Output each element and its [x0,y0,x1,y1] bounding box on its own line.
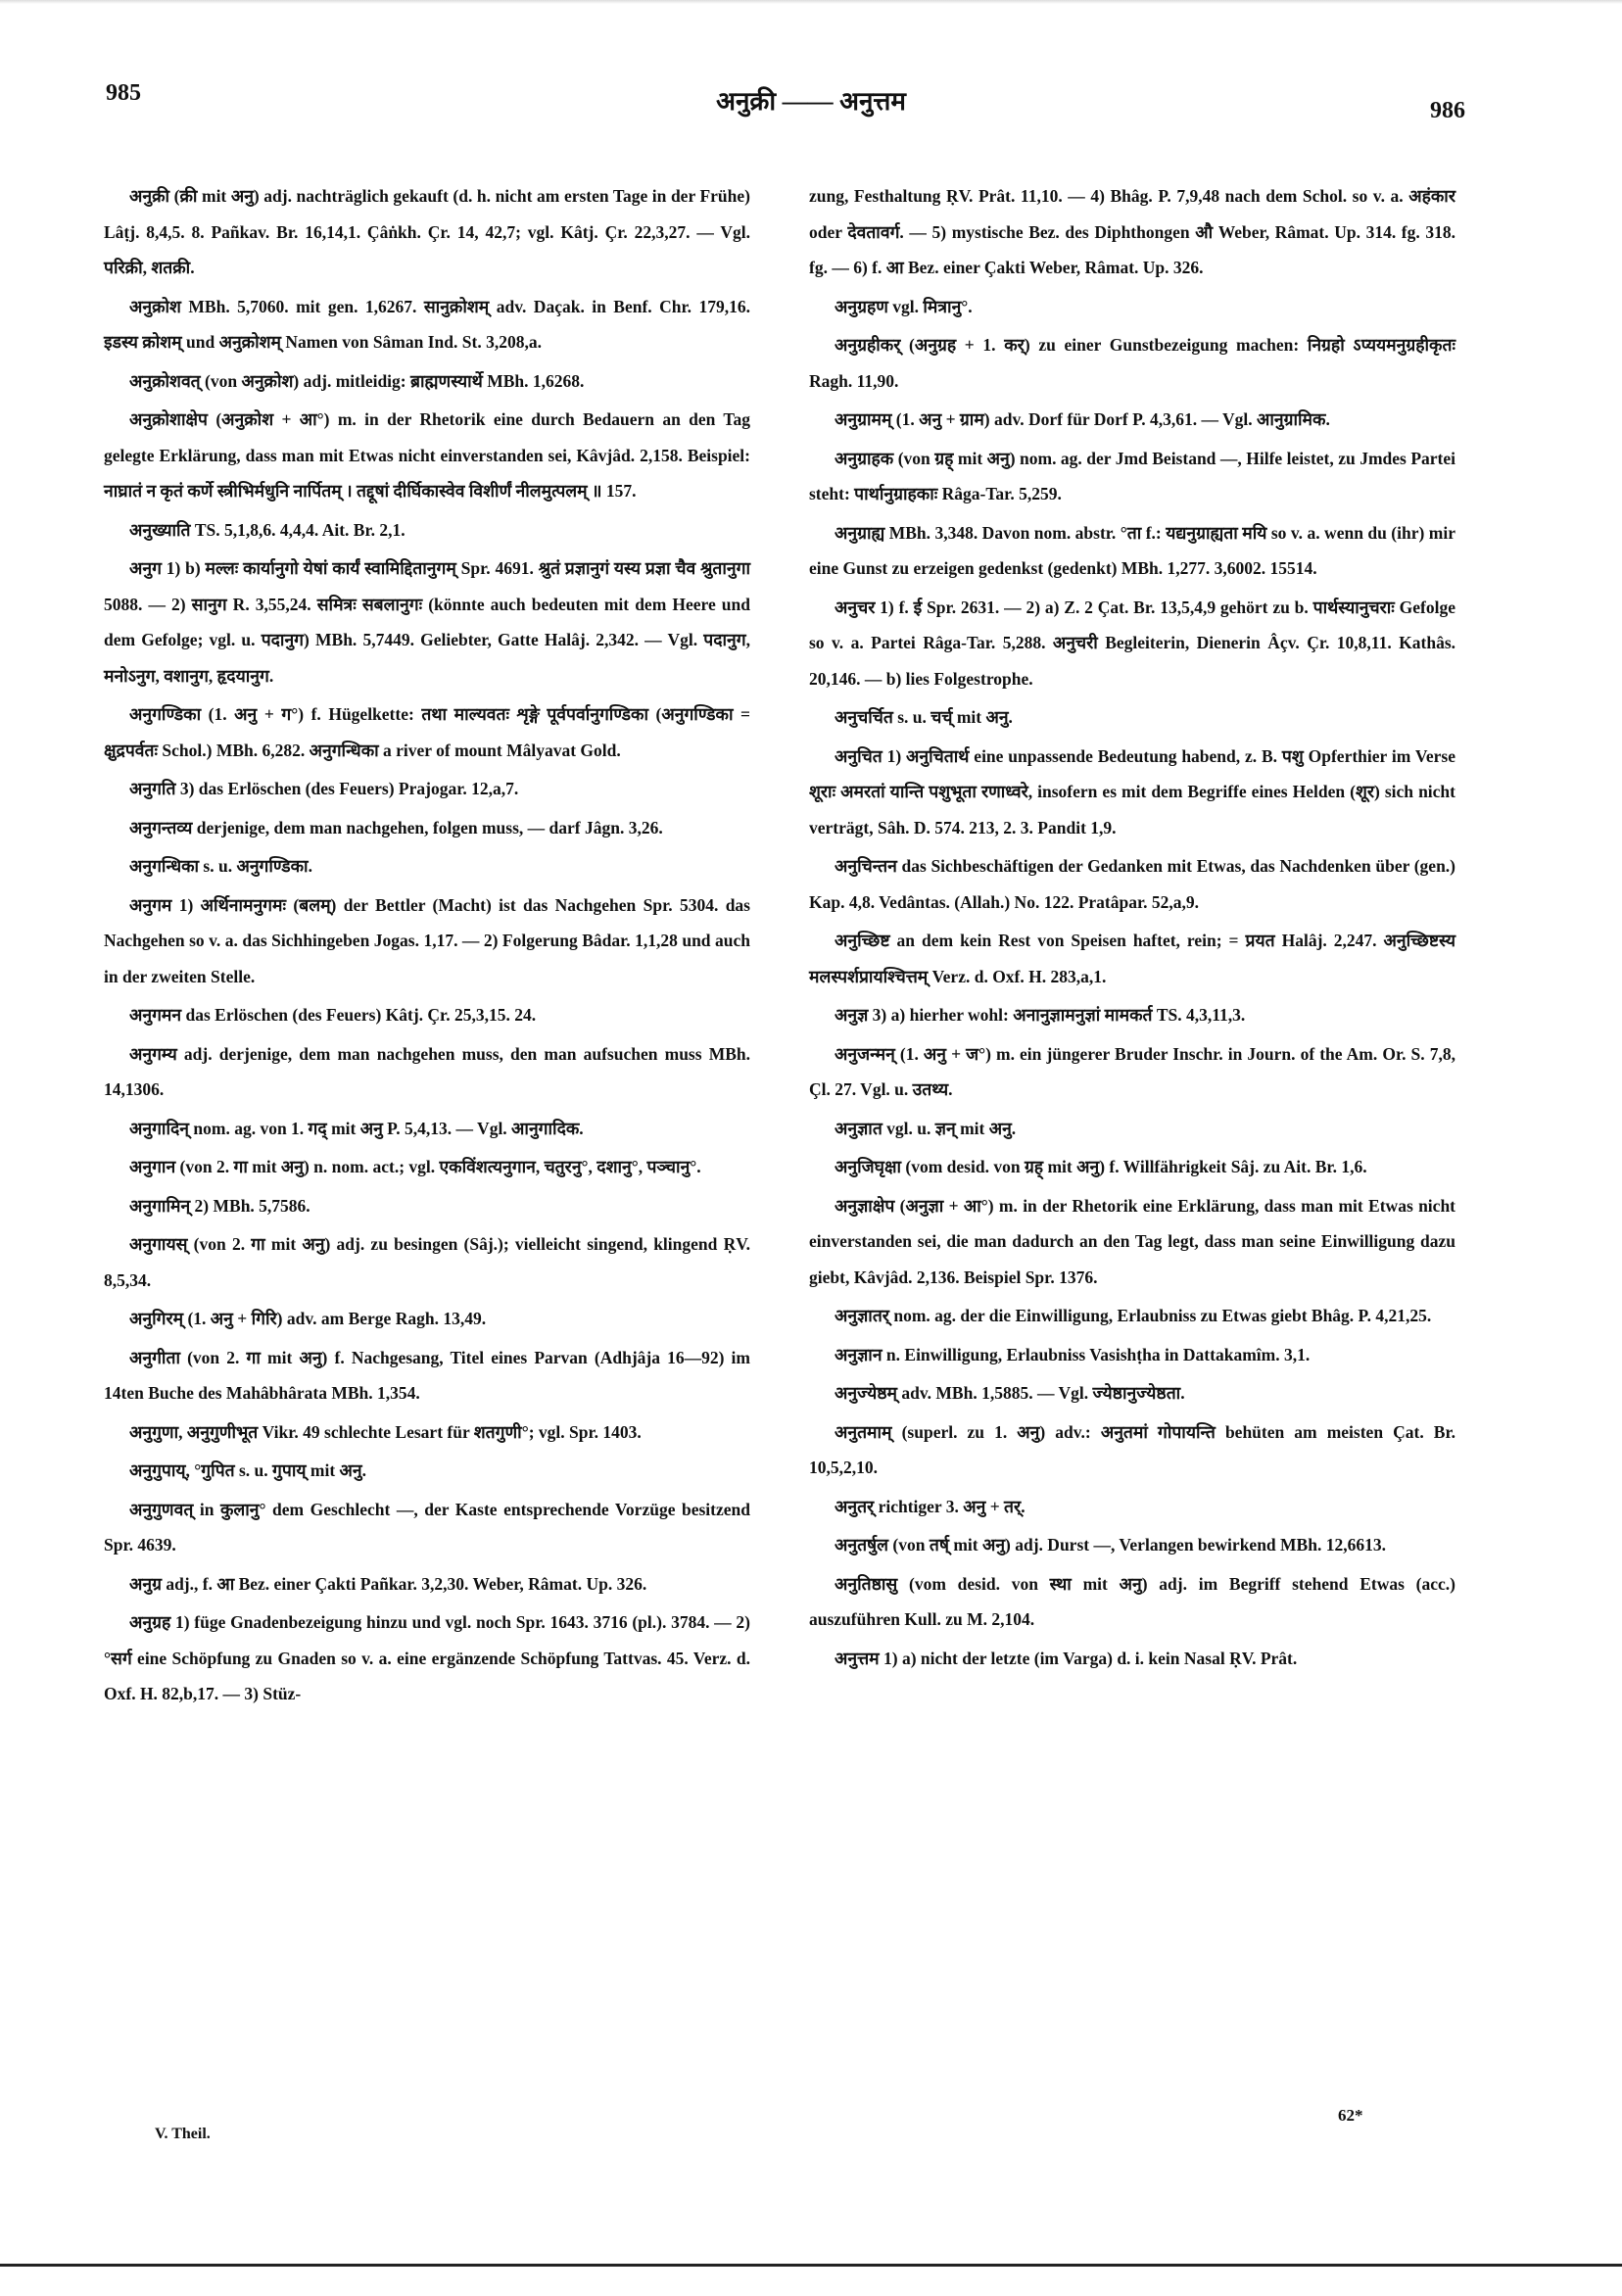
dictionary-entry: अनुग्रामम् (1. अनु + ग्राम) adv. Dorf für Dorf P. 4,3,61. — Vgl. आनुग्रामिक. [835,409,1330,429]
dictionary-entry: अनुचर 1) f. ई Spr. 2631. — 2) a) Z. 2 Çat. Br. 13,5,4,9 gehört zu b. पार्थस्यानुचराः Gefolge so v. a. Partei Râga-Tar. 5,288. अनुचरी Begleiterin, Dienerin Âçv. Çr. 10,8,11. Kathâs. 20,146. — b) lies Folgestrophe. [809,597,1455,689]
dictionary-entry: अनुगुणवत् in कुलानु° dem Geschlecht —, der Kaste entsprechende Vorzüge besitzend Spr. 4639. [104,1499,750,1555]
dictionary-entry: अनुजन्मन् (1. अनु + ज°) m. ein jüngerer Bruder Inschr. in Journ. of the Am. Or. S. 7,8, Çl. 27. Vgl. u. उतथ्य. [809,1043,1455,1099]
dictionary-entry: अनुग्रह 1) füge Gnadenbezeigung hinzu und vgl. noch Spr. 1643. 3716 (pl.). 3784. — 2) °सर्ग eine Schöpfung zu Gnaden so v. a. eine ergänzende Schöpfung Tattvas. 45. Verz. d. Oxf. H. 82,b,17. — 3) Stüz- [104,1612,750,1703]
dictionary-entry: अनुतमाम् (superl. zu 1. अनु) adv.: अनुतमां गोपायन्ति behüten am meisten Çat. Br. 10,5,2,10. [809,1421,1455,1477]
dictionary-entry: अनुजिघृक्षा (vom desid. von ग्रह् mit अनु) f. Willfährigkeit Sâj. zu Ait. Br. 1,6. [835,1157,1367,1176]
dictionary-entry: अनुग्राहक (von ग्रह् mit अनु) nom. ag. der Jmd Beistand —, Hilfe leistet, zu Jmdes Partei steht: पार्थानुग्राहकाः Râga-Tar. 5,259. [809,448,1455,503]
dictionary-entry: अनुज्ञान n. Einwilligung, Erlaubniss Vasishṭha in Dattakamîm. 3,1. [835,1344,1311,1364]
dictionary-entry: अनुचिन्तन das Sichbeschäftigen der Gedanken mit Etwas, das Nachdenken über (gen.) Kap. 4,8. Vedântas. (Allah.) No. 122. Pratâpar. 52,a,9. [809,856,1455,912]
dictionary-entry: अनुगुणा, अनुगुणीभूत Vikr. 49 schlechte Lesart für शतगुणी°; vgl. Spr. 1403. [129,1421,642,1442]
dictionary-entry: अनुज्येष्ठम् adv. MBh. 1,5885. — Vgl. ज्येष्ठानुज्येष्ठता. [835,1383,1185,1403]
dictionary-entry: अनुचित 1) अनुचितार्थ eine unpassende Bedeutung habend, z. B. पशु Opferthier im Verse शूराः अमरतां यान्ति पशुभूता रणाध्वरे, insofern es mit dem Begriffe eines Helden (शूर) sich nicht verträgt, Sâh. D. 574. 213, 2. 3. Pandit 1,9. [809,745,1455,837]
dictionary-entry: अनुगीता (von 2. गा mit अनु) f. Nachgesang, Titel eines Parvan (Adhjâja 16—92) im 14ten Buche des Mahâbhârata MBh. 1,354. [104,1347,750,1403]
dictionary-entry: अनुचर्चित s. u. चर्च् mit अनु. [835,707,1013,727]
dictionary-entry: अनुक्रोशाक्षेप (अनुक्रोश + आ°) m. in der Rhetorik eine durch Bedauern an den Tag gelegte Erklärung, dass man mit Etwas nicht einverstanden sei, Kâvjâd. 2,158. Beispiel: नाघ्रातं न कृतं कर्णे स्त्रीभिर्मधुनि नार्पितम् । तद्दूषां दीर्घिकास्वेव विशीर्णं नीलमुत्पलम् ॥ 157. [104,409,750,501]
dictionary-entry: अनुगन्तव्य derjenige, dem man nachgehen, folgen muss, — darf Jâgn. 3,26. [129,817,663,837]
dictionary-entry: अनुच्छिष्ट an dem kein Rest von Speisen haftet, rein; = प्रयत Halâj. 2,247. अनुच्छिष्टस्य मलस्पर्शप्रायश्चित्तम् Verz. d. Oxf. H. 283,a,1. [809,931,1455,986]
dictionary-entry: अनुगति 3) das Erlöschen (des Feuers) Prajogar. 12,a,7. [129,779,519,798]
dictionary-entry: अनुतिष्ठासु (vom desid. von स्था mit अनु) adj. im Begriff stehend Etwas (acc.) auszuführen Kull. zu M. 2,104. [809,1573,1455,1629]
dictionary-entry: अनुज्ञ 3) a) hierher wohl: अनानुज्ञामनुज्ञां मामकर्त TS. 4,3,11,3. [835,1005,1246,1025]
dictionary-entry: अनुगामिन् 2) MBh. 5,7586. [129,1195,310,1216]
dictionary-entry: अनुगान (von 2. गा mit अनु) n. nom. act.; vgl. एकविंशत्यनुगान, चतुरनु°, दशानु°, पञ्चानु°. [129,1157,701,1176]
page-number-right: 986 [1430,98,1465,123]
dictionary-entry: अनुगम्य adj. derjenige, dem man nachgehen muss, den man aufsuchen muss MBh. 14,1306. [104,1043,750,1099]
dictionary-entry: अनुग्रहण vgl. मित्रानु°. [835,296,973,316]
scan-edge [0,0,1622,4]
dictionary-entry: अनुगमन das Erlöschen (des Feuers) Kâtj. Çr. 25,3,15. 24. [129,1005,537,1025]
column-right [809,178,1455,1679]
dictionary-entry: अनुज्ञात vgl. u. ज्ञन् mit अनु. [835,1118,1017,1138]
dictionary-entry: अनुतर्षुल (von तर्ष् mit अनु) adj. Durst —, Verlangen bewirkend MBh. 12,6613. [835,1535,1386,1555]
dictionary-entry: अनुगन्धिका s. u. अनुगण्डिका. [129,856,312,876]
page-number-left: 985 [106,80,141,106]
dictionary-entry: अनुगादिन् nom. ag. von 1. गद् mit अनु P. 5,4,13. — Vgl. आनुगादिक. [129,1118,584,1138]
dictionary-entry: अनुग्र adj., f. आ Bez. einer Çakti Pañkar. 3,2,30. Weber, Râmat. Up. 326. [129,1573,647,1594]
dictionary-entry: अनुग्रहीकर् (अनुग्रह + 1. कर्) zu einer Gunstbezeigung machen: निग्रहो ऽप्ययमनुग्रहीकृतः Ragh. 11,90. [809,335,1455,391]
dictionary-entry: अनुगण्डिका (1. अनु + ग°) f. Hügelkette: तथा माल्यवतः शृङ्गे पूर्वपर्वानुगण्डिका (अनुगण्डिका = क्षुद्रपर्वतः Schol.) MBh. 6,282. अनुगन्धिका a river of mount Mâlyavat Gold. [104,704,750,760]
dictionary-entry: अनुग 1) b) मल्लः कार्यानुगो येषां कार्यं स्वामिद्दितानुगम् Spr. 4691. श्रुतं प्रज्ञानुगं यस्य प्रज्ञा चैव श्रुतानुगा 5088. — 2) सानुग R. 3,55,24. समित्रः सबलानुगः (könnte auch bedeuten mit dem Heere und dem Gefolge; vgl. u. पदानुग) MBh. 5,7449. Geliebter, Gatte Halâj. 2,342. — Vgl. पदानुग, मनोऽनुग, वशानुग, हृदयानुग. [104,558,750,686]
dictionary-entry: अनुज्ञाक्षेप (अनुज्ञा + आ°) m. in der Rhetorik eine Erklärung, dass man mit Etwas nicht einverstanden sei, die man dadurch an den Tag legt, dass man seine Einwilligung dazu giebt, Kâvjâd. 2,136. Beispiel Spr. 1376. [809,1195,1455,1287]
dictionary-entry: अनुतर् richtiger 3. अनु + तर्. [835,1496,1026,1516]
dictionary-entry: अनुख्याति TS. 5,1,8,6. 4,4,4. Ait. Br. 2,1. [129,519,406,540]
dictionary-entry: अनुगुपाय्, °गुपित s. u. गुपाय् mit अनु. [129,1460,366,1480]
dictionary-entry: अनुगायस् (von 2. गा mit अनु) adj. zu besingen (Sâj.); vielleicht singend, klingend ṚV. 8,5,34. [104,1234,750,1290]
dictionary-entry: अनुक्रोशवत् (von अनुक्रोश) adj. mitleidig: ब्राह्मणस्यार्थे MBh. 1,6268. [129,370,585,391]
dictionary-entry: अनुग्राह्य MBh. 3,348. Davon nom. abstr. °ता f.: यद्यनुग्राह्यता मयि so v. a. wenn du (ihr) mir eine Gunst zu erzeigen gedenkst (gedenkt) MBh. 1,277. 3,6002. 15514. [809,522,1455,578]
dictionary-entry: zung, Festhaltung ṚV. Prât. 11,10. — 4) Bhâg. P. 7,9,48 nach dem Schol. so v. a. अहंकार oder देवतावर्ग. — 5) mystische Bez. des Diphthongen औ Weber, Râmat. Up. 314. fg. 318. fg. — 6) f. आ Bez. einer Çakti Weber, Râmat. Up. 326. [809,186,1455,277]
dictionary-entry: अनुत्तम 1) a) nicht der letzte (im Varga) d. i. kein Nasal ṚV. Prât. [835,1648,1298,1668]
running-head: अनुक्री —— अनुत्तम [716,87,906,116]
bottom-rule [0,2264,1622,2267]
signature-mark: 62* [1338,2106,1363,2125]
volume-note: V. Theil. [155,2126,211,2142]
dictionary-entry: अनुगिरम् (1. अनु + गिरि) adv. am Berge Ragh. 13,49. [129,1309,487,1328]
dictionary-entry: अनुक्रोश MBh. 5,7060. mit gen. 1,6267. सानुक्रोशम् adv. Daçak. in Benf. Chr. 179,16. इडस्य क्रोशम् und अनुक्रोशम् Namen von Sâman Ind. St. 3,208,a. [104,296,750,352]
dictionary-entry: अनुक्री (क्री mit अनु) adj. nachträglich gekauft (d. h. nicht am ersten Tage in der Frühe) Lâṭj. 8,4,5. 8. Pañkav. Br. 16,14,1. Çâṅkh. Çr. 14, 42,7; vgl. Kâtj. Çr. 22,3,27. — Vgl. परिक्री, शतक्री. [104,186,750,277]
dictionary-entry: अनुगम 1) अर्थिनामनुगमः (बलम्) der Bettler (Macht) ist das Nachgehen Spr. 5304. das Nachgehen so v. a. das Sichhingeben Jogas. 1,17. — 2) Folgerung Bâdar. 1,1,28 und auch in der zweiten Stelle. [104,894,750,986]
dictionary-entry: अनुज्ञातर् nom. ag. der die Einwilligung, Erlaubniss zu Etwas giebt Bhâg. P. 4,21,25. [835,1306,1432,1325]
column-left [104,178,750,1715]
